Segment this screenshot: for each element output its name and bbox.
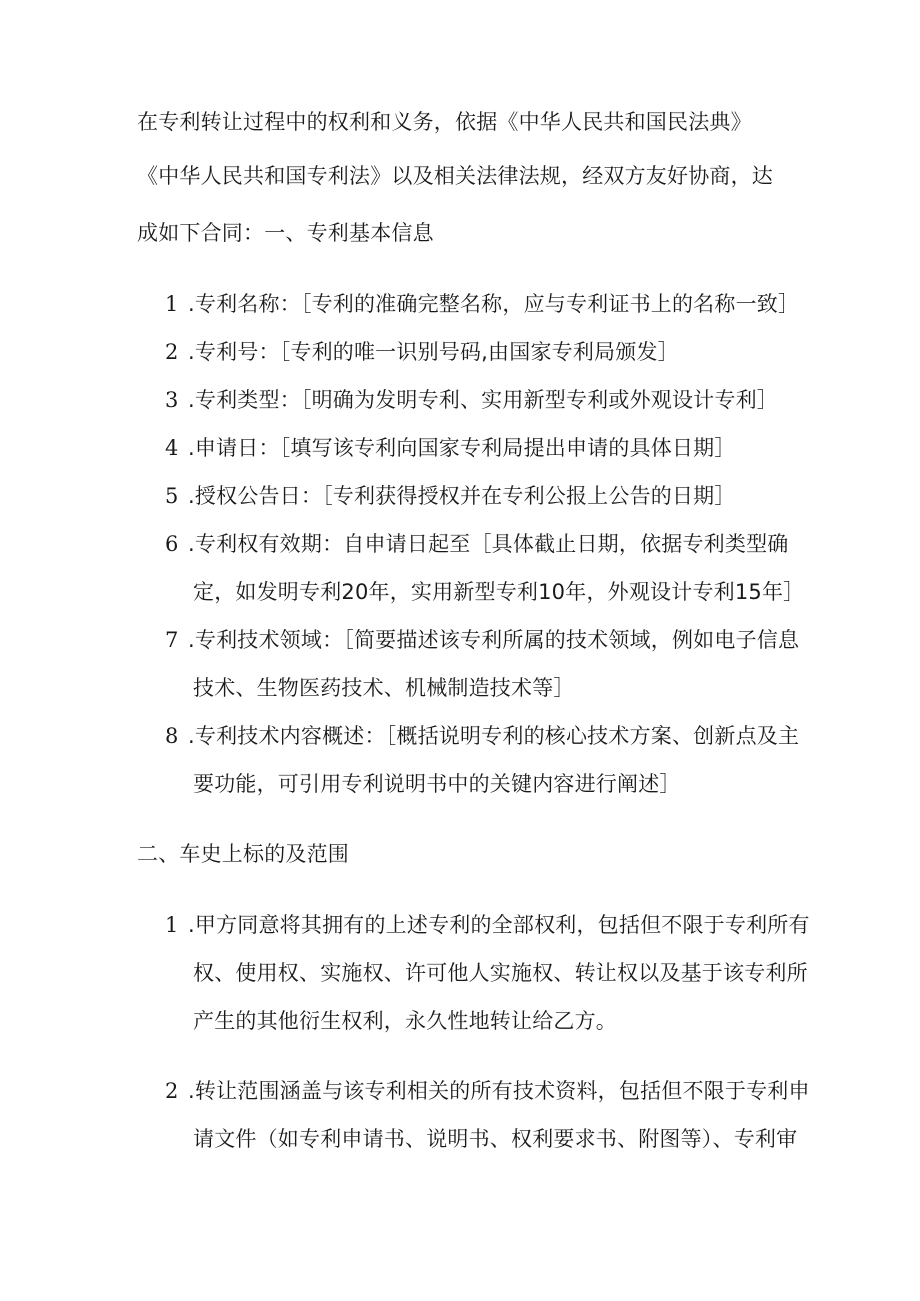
item-number: 4 <box>165 436 179 460</box>
item-number: 8 <box>165 724 179 748</box>
item-text-continued: 权、使用权、实施权、许可他人实施权、转让权以及基于该专利所 <box>193 961 808 985</box>
item-number: 3 <box>165 388 179 412</box>
item-text: .专利技术内容概述：［概括说明专利的核心技术方案、创新点及主 <box>188 724 800 748</box>
item-text: .申请日：［填写该专利向国家专利局提出申请的具体日期］ <box>188 436 736 460</box>
item-number: 1 <box>165 292 179 316</box>
item-text: .专利类型：［明确为发明专利、实用新型专利或外观设计专利］ <box>188 388 778 412</box>
intro-line-2: 《中华人民共和国专利法》以及相关法律法规，经双方友好协商，达 <box>137 164 773 188</box>
item-number: 1 <box>165 913 179 937</box>
section2-heading: 二、车史上标的及范围 <box>137 842 349 866</box>
item-text-continued: 产生的其他衍生权利，永久性地转让给乙方。 <box>193 1009 617 1033</box>
item-text-continued: 要功能，可引用专利说明书中的关键内容进行阐述］ <box>193 772 681 796</box>
item-text: .专利权有效期：自申请日起至［具体截止日期，依据专利类型确 <box>188 532 789 556</box>
item-text-continued: 请文件（如专利申请书、说明书、权利要求书、附图等）、专利审 <box>193 1127 798 1151</box>
item-text-continued: 技术、生物医药技术、机械制造技术等］ <box>193 676 575 700</box>
item-number: 5 <box>165 484 179 508</box>
item-number: 6 <box>165 532 179 556</box>
intro-line-1: 在专利转让过程中的权利和义务，依据《中华人民共和国民法典》 <box>137 110 752 134</box>
item-text: .专利名称：［专利的准确完整名称，应与专利证书上的名称一致］ <box>188 292 800 316</box>
item-text: .专利号：［专利的唯一识别号码,由国家专利局颁发］ <box>188 340 679 364</box>
intro-line-3: 成如下合同：一、专利基本信息 <box>137 221 434 245</box>
item-text: .甲方同意将其拥有的上述专利的全部权利，包括但不限于专利所有 <box>188 913 810 937</box>
item-text: .授权公告日：［专利获得授权并在专利公报上公告的日期］ <box>188 484 736 508</box>
item-number: 7 <box>165 628 179 652</box>
item-number: 2 <box>165 1079 179 1103</box>
item-number: 2 <box>165 340 179 364</box>
item-text-continued: 定，如发明专利20年，实用新型专利10年，外观设计专利15年］ <box>193 580 805 604</box>
item-text: .转让范围涵盖与该专利相关的所有技术资料，包括但不限于专利申 <box>188 1079 810 1103</box>
item-text: .专利技术领域：［简要描述该专利所属的技术领域，例如电子信息 <box>188 628 800 652</box>
